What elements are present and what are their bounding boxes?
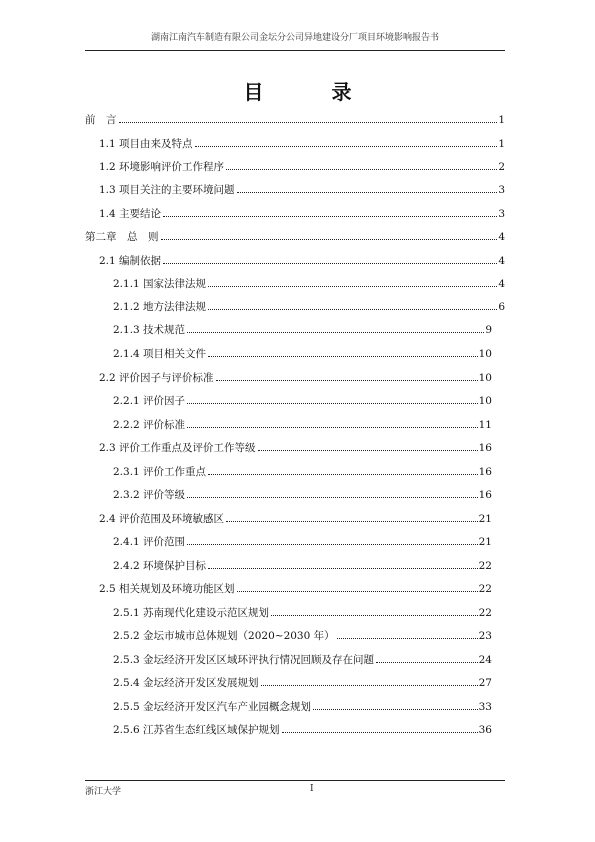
toc-entry-label: 2.5.6 江苏省生态红线区域保护规划	[113, 724, 280, 736]
toc-entry[interactable]	[99, 511, 492, 525]
toc-entry-page: 3	[498, 184, 505, 196]
toc-entry-label: 第二章 总 则	[85, 231, 159, 243]
toc-entry-page: 2	[498, 161, 505, 173]
toc-entry-label: 1.1 项目由来及特点	[99, 138, 193, 150]
toc-leader-dots	[226, 521, 478, 522]
toc-entry-page: 16	[478, 442, 492, 454]
toc-leader-dots	[187, 332, 484, 333]
toc-entry[interactable]	[113, 722, 492, 736]
toc-entry-label: 2.3.2 评价等级	[113, 489, 186, 501]
toc-entry-page: 21	[478, 536, 492, 548]
toc-leader-dots	[237, 192, 498, 193]
toc-leader-dots	[226, 169, 497, 170]
toc-leader-dots	[313, 709, 478, 710]
toc-leader-dots	[187, 427, 478, 428]
toc-entry-label: 2.1.2 地方法律法规	[113, 301, 207, 313]
toc-entry[interactable]	[99, 206, 505, 220]
toc-entry-label: 前 言	[85, 114, 117, 126]
toc-leader-dots	[208, 568, 478, 569]
toc-entry-label: 2.4.1 评价范围	[113, 536, 186, 548]
toc-entry[interactable]	[113, 699, 492, 713]
toc-leader-dots	[163, 263, 497, 264]
toc-leader-dots	[187, 497, 478, 498]
toc-entry-label: 2.5.5 金坛经济开发区汽车产业园概念规划	[113, 701, 312, 713]
toc-entry[interactable]	[113, 322, 492, 336]
toc-entry-page: 10	[478, 395, 492, 407]
toc-entry-page: 4	[498, 231, 505, 243]
toc-entry[interactable]	[113, 628, 492, 642]
toc-leader-dots	[216, 380, 478, 381]
toc-leader-dots	[187, 403, 478, 404]
toc-entry-label: 2.3.1 评价工作重点	[113, 466, 207, 478]
toc-entry[interactable]	[113, 346, 492, 360]
toc-entry-label: 2.5 相关规划及环境功能区划	[99, 583, 235, 595]
toc-entry-page: 22	[478, 607, 492, 619]
toc-entry-page: 4	[498, 255, 505, 267]
toc-leader-dots	[195, 146, 498, 147]
toc-entry-label: 2.2.2 评价标准	[113, 419, 186, 431]
toc-leader-dots	[187, 544, 478, 545]
toc-entry-page: 11	[478, 419, 492, 431]
toc-entry-page: 3	[498, 208, 505, 220]
toc-entry[interactable]	[99, 136, 505, 150]
toc-leader-dots	[208, 474, 478, 475]
toc-entry-page: 33	[478, 701, 492, 713]
toc-entry[interactable]	[99, 581, 492, 595]
toc-entry[interactable]	[99, 440, 492, 454]
toc-entry[interactable]	[113, 534, 492, 548]
toc-entry-page: 4	[498, 278, 505, 290]
toc-entry[interactable]	[85, 229, 505, 243]
toc-entry-page: 22	[478, 560, 492, 572]
toc-entry-label: 2.5.3 金坛经济开发区区域环评执行情况回顾及存在问题	[113, 654, 375, 666]
toc-entry-page: 24	[478, 654, 492, 666]
toc-entry-label: 2.5.4 金坛经济开发区发展规划	[113, 677, 259, 689]
toc-entry-page: 16	[478, 466, 492, 478]
toc-entry[interactable]	[99, 370, 492, 384]
toc-entry-label: 2.5.2 金坛市城市总体规划（2020~2030 年）	[113, 630, 335, 642]
footer-page-number: I	[310, 784, 314, 794]
toc-leader-dots	[161, 239, 498, 240]
toc-entry-label: 1.4 主要结论	[99, 208, 162, 220]
toc-entry-label: 2.1 编制依据	[99, 255, 162, 267]
toc-leader-dots	[208, 309, 497, 310]
toc-entry-page: 36	[478, 724, 492, 736]
toc-leader-dots	[282, 732, 478, 733]
footer-institution: 浙江大学	[85, 787, 122, 797]
toc-entry[interactable]	[113, 464, 492, 478]
toc-entry[interactable]	[99, 159, 505, 173]
toc-leader-dots	[208, 286, 497, 287]
toc-leader-dots	[119, 122, 498, 123]
toc-leader-dots	[271, 615, 478, 616]
toc-entry-label: 1.2 环境影响评价工作程序	[99, 161, 225, 173]
footer-rule	[85, 780, 505, 781]
toc-entry-label: 2.1.4 项目相关文件	[113, 348, 207, 360]
toc-entry[interactable]	[99, 253, 505, 267]
toc-entry-page: 1	[498, 114, 505, 126]
toc-entry-page: 23	[478, 630, 492, 642]
toc-leader-dots	[337, 638, 478, 639]
toc-entry-label: 2.4 评价范围及环境敏感区	[99, 513, 225, 525]
toc-entry-page: 27	[478, 677, 492, 689]
toc-entry[interactable]	[113, 276, 505, 290]
toc-entry-label: 2.1.1 国家法律法规	[113, 278, 207, 290]
toc-entry-label: 2.4.2 环境保护目标	[113, 560, 207, 572]
toc-leader-dots	[237, 591, 478, 592]
toc-entry[interactable]	[113, 417, 492, 431]
toc-leader-dots	[163, 216, 497, 217]
toc-entry[interactable]	[113, 675, 492, 689]
toc-leader-dots	[208, 356, 478, 357]
toc-entry-page: 21	[478, 513, 492, 525]
toc-leader-dots	[258, 450, 478, 451]
toc-entry[interactable]	[85, 112, 505, 126]
toc-entry-label: 2.2 评价因子与评价标准	[99, 372, 214, 384]
toc-entry[interactable]	[113, 393, 492, 407]
toc-entry-page: 6	[498, 301, 505, 313]
toc-entry[interactable]	[113, 605, 492, 619]
toc-entry[interactable]	[113, 652, 492, 666]
header-rule	[85, 50, 505, 51]
toc-entry[interactable]	[113, 487, 492, 501]
toc-entry[interactable]	[99, 182, 505, 196]
toc-leader-dots	[376, 662, 478, 663]
toc-entry-label: 2.3 评价工作重点及评价工作等级	[99, 442, 256, 454]
toc-entry-label: 2.2.1 评价因子	[113, 395, 186, 407]
toc-entry-page: 16	[478, 489, 492, 501]
toc-leader-dots	[261, 685, 478, 686]
page-title: 目 录	[243, 80, 376, 104]
toc-entry-page: 9	[485, 324, 492, 336]
toc-entry-page: 22	[478, 583, 492, 595]
toc-entry-label: 2.1.3 技术规范	[113, 324, 186, 336]
running-header: 湖南江南汽车制造有限公司金坛分公司异地建设分厂项目环境影响报告书	[150, 33, 439, 43]
toc-entry-label: 2.5.1 苏南现代化建设示范区规划	[113, 607, 270, 619]
toc-entry-label: 1.3 项目关注的主要环境问题	[99, 184, 235, 196]
toc-entry[interactable]	[113, 558, 492, 572]
toc-entry-page: 10	[478, 372, 492, 384]
toc-entry[interactable]	[113, 299, 505, 313]
toc-entry-page: 1	[498, 138, 505, 150]
toc-entry-page: 10	[478, 348, 492, 360]
